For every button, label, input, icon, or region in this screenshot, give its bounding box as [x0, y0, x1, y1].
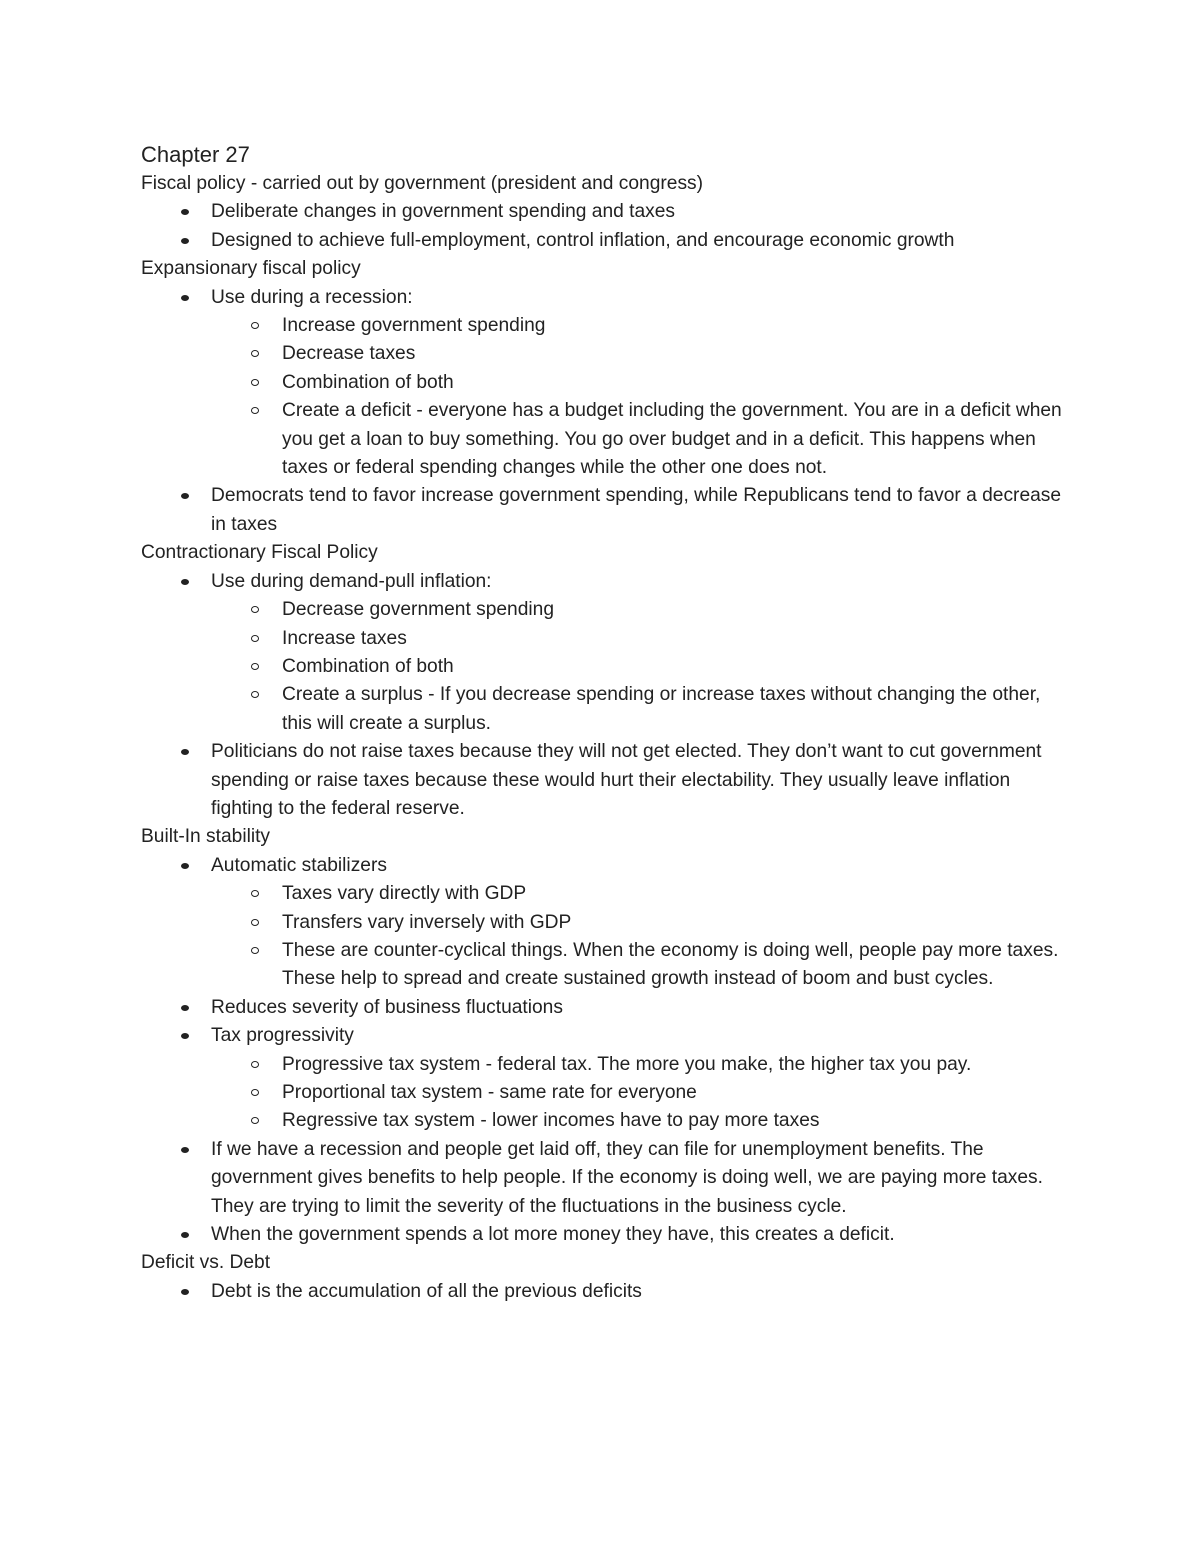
section-heading: Contractionary Fiscal Policy	[141, 542, 378, 564]
sub-bullet-item	[211, 1107, 1071, 1135]
section-heading: Expansionary fiscal policy	[141, 258, 361, 280]
bullet-text: Democrats tend to favor increase government spending, while Republicans tend to favor a decrease in taxes	[211, 485, 1062, 535]
sub-bullet-text: These are counter-cyclical things. When the economy is doing well, people pay more taxes. These help to spread and create sustained growth instead of boom and bust cycles.	[282, 939, 1059, 990]
bullet-item	[141, 1136, 1071, 1221]
bullet-text: When the government spends a lot more money they have, this creates a deficit.	[211, 1224, 895, 1246]
bullet-item	[141, 738, 1071, 823]
bullet-item	[141, 1278, 1071, 1306]
bullet-text: Debt is the accumulation of all the previous deficits	[211, 1280, 642, 1302]
sub-bullet-text: Progressive tax system - federal tax. The more you make, the higher tax you pay.	[282, 1053, 972, 1075]
sub-bullet-list	[211, 880, 1071, 994]
bullet-list	[141, 284, 1071, 540]
notes-body	[141, 170, 1071, 1306]
sub-bullet-text: Create a deficit - everyone has a budget including the government. You are in a deficit when you get a loan to buy something. You go over budget and in a deficit. This happens when taxes or federal spending changes while the other one does not.	[282, 400, 1062, 479]
bullet-item	[141, 1022, 1071, 1136]
sub-bullet-text: Regressive tax system - lower incomes have to pay more taxes	[282, 1110, 820, 1132]
document-page	[141, 140, 1071, 1306]
sub-bullet-text: Create a surplus - If you decrease spending or increase taxes without changing the other, this will create a surplus.	[282, 684, 1041, 734]
section-heading: Fiscal policy - carried out by government (president and congress)	[141, 173, 704, 194]
sub-bullet-item	[211, 1051, 1071, 1079]
sub-bullet-item	[211, 681, 1071, 738]
section-heading: Built-In stability	[141, 826, 271, 848]
bullet-item	[141, 568, 1071, 738]
document-title: Chapter 27	[141, 142, 250, 167]
sub-bullet-text: Increase taxes	[282, 627, 407, 649]
bullet-text: Use during a recession:	[211, 286, 413, 308]
bullet-item	[141, 994, 1071, 1022]
bullet-list	[141, 1278, 1071, 1306]
sub-bullet-text: Decrease government spending	[282, 599, 554, 621]
bullet-item	[141, 1221, 1071, 1249]
sub-bullet-item	[211, 653, 1071, 681]
bullet-item	[141, 284, 1071, 483]
sub-bullet-item	[211, 596, 1071, 624]
bullet-text: Reduces severity of business fluctuations	[211, 996, 563, 1018]
sub-bullet-item	[211, 937, 1071, 994]
sub-bullet-text: Combination of both	[282, 371, 454, 393]
sub-bullet-item	[211, 340, 1071, 368]
sub-bullet-text: Increase government spending	[282, 315, 546, 337]
sub-bullet-text: Taxes vary directly with GDP	[282, 883, 527, 905]
bullet-item	[141, 198, 1071, 226]
bullet-text: Automatic stabilizers	[211, 854, 387, 876]
sub-bullet-item	[211, 909, 1071, 937]
section-heading: Deficit vs. Debt	[141, 1252, 271, 1274]
bullet-list	[141, 852, 1071, 1250]
bullet-list	[141, 568, 1071, 824]
bullet-list	[141, 198, 1071, 255]
sub-bullet-item	[211, 369, 1071, 397]
bullet-text: Tax progressivity	[211, 1025, 354, 1047]
sub-bullet-list	[211, 312, 1071, 482]
sub-bullet-text: Proportional tax system - same rate for everyone	[282, 1082, 697, 1103]
sub-bullet-item	[211, 880, 1071, 908]
sub-bullet-list	[211, 1051, 1071, 1136]
bullet-text: Designed to achieve full-employment, control inflation, and encourage economic growth	[211, 229, 955, 251]
bullet-item	[141, 482, 1071, 539]
bullet-item	[141, 852, 1071, 994]
sub-bullet-text: Decrease taxes	[282, 343, 416, 365]
sub-bullet-item	[211, 1079, 1071, 1107]
sub-bullet-item	[211, 397, 1071, 482]
sub-bullet-item	[211, 312, 1071, 340]
bullet-text: Politicians do not raise taxes because they will not get elected. They don’t want to cut government spending or raise taxes because these would hurt their electability. They usually leave inflation fighting to the federal reserve.	[211, 741, 1042, 819]
sub-bullet-text: Transfers vary inversely with GDP	[282, 911, 572, 933]
bullet-text: If we have a recession and people get laid off, they can file for unemployment benefits. The government gives benefits to help people. If the economy is doing well, we are paying more taxes. They are trying to limit the severity of the fluctuations in the business cycle.	[211, 1138, 1043, 1217]
bullet-item	[141, 227, 1071, 255]
bullet-text: Use during demand-pull inflation:	[211, 570, 492, 592]
sub-bullet-text: Combination of both	[282, 655, 454, 677]
sub-bullet-item	[211, 625, 1071, 653]
bullet-text: Deliberate changes in government spending and taxes	[211, 201, 676, 223]
sub-bullet-list	[211, 596, 1071, 738]
